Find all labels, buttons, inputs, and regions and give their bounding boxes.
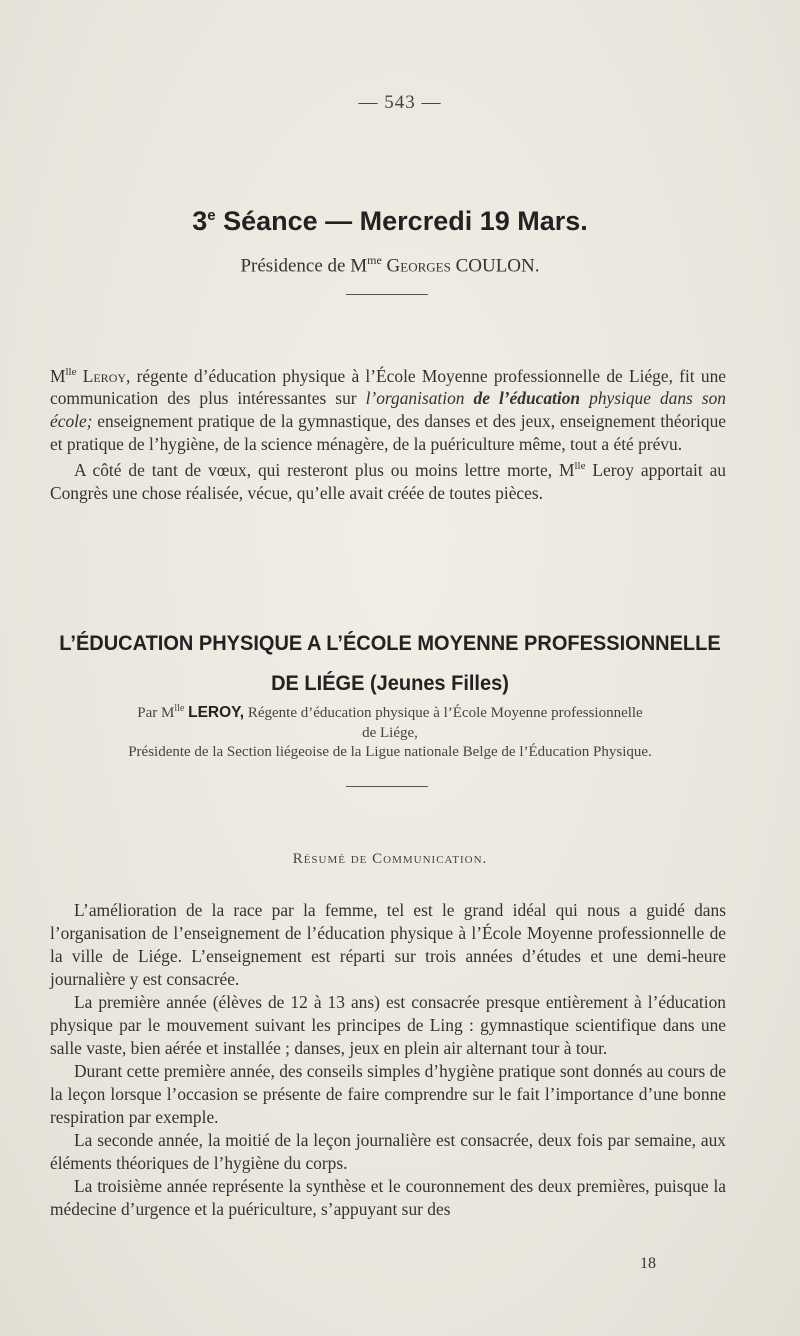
author-byline: [0, 699, 780, 763]
byline-name: LEROY,: [188, 704, 245, 721]
byline-sup: lle: [174, 703, 185, 714]
session-ordinal: 3: [192, 206, 208, 236]
divider-rule: [346, 294, 428, 295]
byline-line-1: [0, 699, 780, 724]
session-heading: [0, 206, 780, 237]
body-paragraph: L’amélioration de la race par la femme, tel est le grand idéal qui nous a guidé dans l’organisation de l’enseignement de l’éducation physique à l’École Moyenne professionnelle de la ville de Liége. L’enseignement est réparti sur trois années d’études et une demi-heure journalière y est consacrée.: [50, 900, 726, 989]
intro-title: M: [50, 365, 66, 386]
session-title: Séance — Mercredi 19 Mars.: [223, 206, 588, 236]
signature-mark: 18: [640, 1255, 656, 1272]
intro-p2-text-b: Leroy apportait au Congrès une chose réalisée, vécue, qu’elle avait créée de toutes pièces.: [50, 459, 726, 503]
intro-p2-sup: lle: [574, 460, 586, 473]
body-paragraph: La troisième année représente la synthèse et le couronnement des deux premières, puisque la médecine d’urgence et la puériculture, s’appuyant sur des: [50, 1176, 726, 1219]
article-title-line-2: DE LIÉGE (Jeunes Filles): [271, 671, 509, 695]
intro-p2-text-a: A côté de tant de vœux, qui resteront plus ou moins lettre morte, M: [74, 459, 575, 480]
body-text: [50, 899, 726, 1221]
body-paragraph: La première année (élèves de 12 à 13 ans) est consacrée presque entièrement à l’éducation physique par le mouvement suivant les principes de Ling : gymnastique scientifique dans une salle vaste, bien aérée et installée ; danses, jeux en plein air alternant tour à tour.: [50, 992, 726, 1058]
byline-place: de Liége,: [362, 724, 418, 741]
article-title-line-1: L’ÉDUCATION PHYSIQUE A L’ÉCOLE MOYENNE PROFESSIONNELLE: [59, 631, 721, 655]
intro-emphasis-c: physique dans son école;: [50, 388, 726, 431]
presidency-last-name: COULON.: [455, 255, 540, 277]
intro-name: Leroy,: [82, 365, 131, 386]
presidency-prefix: Présidence de M: [240, 255, 368, 277]
body-paragraph: Durant cette première année, des conseils simples d’hygiène pratique sont donnés au cours de la leçon lorsque l’occasion se présente de faire comprendre sur le fait l’importance d’une bonne respiration par exemple.: [50, 1061, 726, 1127]
session-ordinal-suffix: e: [207, 207, 216, 224]
presidency-first-name: Georges: [386, 255, 451, 277]
byline-role: Régente d’éducation physique à l’École Moyenne professionnelle: [244, 705, 643, 721]
presidency-sup: me: [367, 253, 382, 267]
intro-paragraph-1: [50, 361, 726, 455]
intro-emphasis-a: l’organisation: [365, 388, 474, 409]
page-number: — 543 —: [358, 92, 442, 113]
summary-heading: Résumé de Communication.: [292, 851, 488, 867]
intro-title-sup: lle: [65, 366, 77, 378]
presidency-line: [0, 253, 780, 277]
intro-text-a: régente d’éducation physique à l’École Moyenne professionnelle de Liége, fit une communication des plus intéressantes sur: [50, 365, 726, 409]
byline-position: Présidente de la Section liégeoise de la Ligue nationale Belge de l’Éducation Physique.: [128, 744, 652, 760]
body-paragraph: La seconde année, la moitié de la leçon journalière est consacrée, deux fois par semaine, aux éléments théoriques de l’hygiène du corps.: [50, 1130, 726, 1173]
intro-text-b: enseignement pratique de la gymnastique, des danses et des jeux, enseignement théorique et pratique de l’hygiène, de la science ménagère, de la puériculture même, tout a été prévu.: [50, 410, 726, 454]
intro-section: [50, 361, 726, 504]
divider-rule: [346, 786, 428, 787]
intro-emphasis-b: de l’éducation: [473, 388, 581, 409]
byline-prefix: Par M: [137, 705, 175, 721]
intro-paragraph-2: [50, 455, 726, 504]
article-title: [27, 623, 752, 703]
